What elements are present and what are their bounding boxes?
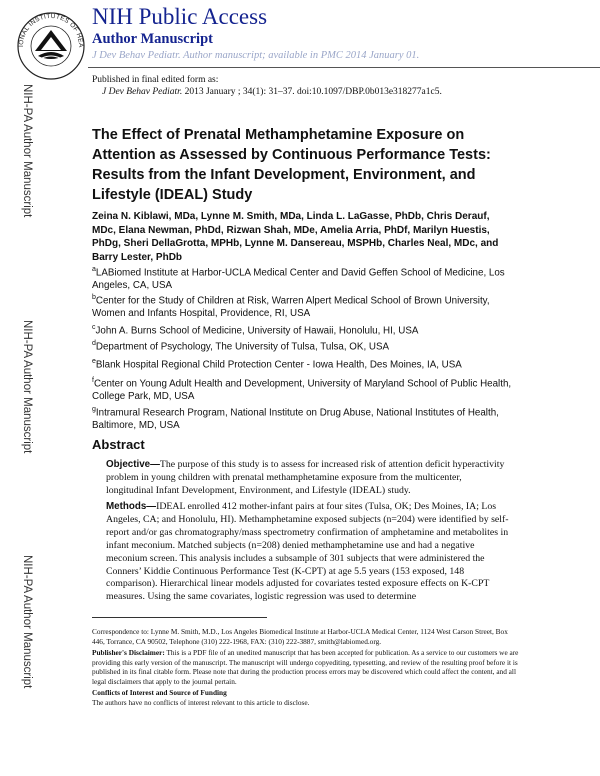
affiliation-text: Center on Young Adult Health and Development, University of Maryland School of Public Health, College Park, MD, USA — [92, 378, 512, 403]
affiliation-mark: f — [92, 377, 94, 384]
affiliation-text: Blank Hospital Regional Child Protection Center - Iowa Health, Des Moines, IA, USA — [95, 359, 462, 371]
abstract-heading: Abstract — [92, 437, 145, 452]
side-label-bottom: NIH-PA Author Manuscript — [21, 555, 33, 689]
affiliation-f — [92, 374, 517, 403]
affiliation-text: Intramural Research Program, National Institute on Drug Abuse, National Institutes of Health, Baltimore, MD, USA — [92, 407, 499, 432]
affiliation-g — [92, 403, 517, 432]
side-label-top: NIH-PA Author Manuscript — [21, 84, 33, 218]
nih-seal-arc-text: IONAL INSTITUTES OF HEA — [17, 12, 85, 48]
footnote-divider — [92, 617, 267, 618]
affiliation-mark: e — [92, 358, 96, 365]
nih-public-access-title: NIH Public Access — [92, 4, 268, 29]
citation-journal: J Dev Behav Pediatr. — [102, 87, 183, 97]
methods-label: Methods— — [106, 501, 157, 512]
citation-details: 2013 January ; 34(1): 31–37. doi:10.1097/DBP.0b013e318277a1c5. — [182, 87, 442, 97]
header-divider — [88, 67, 600, 68]
side-label-middle: NIH-PA Author Manuscript — [21, 320, 33, 454]
affiliation-b — [92, 291, 517, 320]
affiliation-c — [92, 321, 517, 337]
affiliation-mark: g — [92, 406, 96, 413]
methods-text: IDEAL enrolled 412 mother-infant pairs at four sites (Tulsa, OK; Des Moines, IA; Los Angeles, CA; and Honolulu, HI). Methamphetamine exposed subjects (n=204) were identified by self-report and/or gas chromatography/mass spectrometry confirmation of amphetamine and metabolites in infant meconium. Matched subjects (n=208) denied methamphetamine use and had a negative meconium screen. This analysis includes a subsample of 301 subjects that were administered the Conners’ Kiddie Continuous Performance Test (K-CPT) at age 5.5 years (153 exposed, 148 comparison). Hierarchical linear models adjusted for covariates tested exposure effects on K-CPT measures. Using the same covariates, logistic regression was used to determine — [106, 501, 509, 603]
affiliation-text: Center for the Study of Children at Risk, Warren Alpert Medical School of Brown University, Women and Infants Hospital, Providence, RI, USA — [92, 295, 490, 320]
affiliation-d — [92, 337, 517, 353]
author-manuscript-label: Author Manuscript — [92, 31, 213, 47]
affiliation-mark: b — [92, 294, 96, 301]
author-list: Zeina N. Kiblawi, MDa, Lynne M. Smith, MDa, Linda L. LaGasse, PhDb, Chris Derauf, MDc, Elana Newman, PhDd, Rizwan Shah, MDe, Amelia Arria, PhDf, Marilyn Huestis, PhDg, Sheri DellaGrotta, MPHb, Lynne M. Dansereau, MSPHb, Charles Neal, MDc, and Barry Lester, PhDb — [92, 211, 499, 263]
affiliation-text: Department of Psychology, The University of Tulsa, Tulsa, OK, USA — [95, 341, 390, 353]
affiliation-mark: d — [92, 340, 96, 347]
abstract-objective — [106, 459, 511, 498]
publisher-disclaimer — [92, 648, 522, 686]
published-in-label: Published in final edited form as: — [92, 75, 219, 85]
coi-heading: Conflicts of Interest and Source of Funding — [92, 688, 227, 697]
citation-line — [102, 87, 442, 97]
nih-logo — [14, 6, 88, 80]
disclaimer-text: This is a PDF file of an unedited manuscript that has been accepted for publication. As a service to our customers we are providing this early version of the manuscript. The manuscript will undergo copyediting, typesetting, and review of the resulting proof before it is published in its final citable form. Please note that during the production process errors may be discovered which could affect the content, and all legal disclaimers that apply to the journal pertain. — [92, 648, 519, 686]
abstract-methods — [106, 501, 511, 604]
coi-text: The authors have no conflicts of interest relevant to this article to disclose. — [92, 698, 310, 707]
correspondence-note: Correspondence to: Lynne M. Smith, M.D., Los Angeles Biomedical Institute at Harbor-UCLA Medical Center, 1124 West Carson Street, Box 446, Torrance, CA 90502, Telephone (310) 222-1968, FAX: (310) 222-3887, smith@labiomed.org. — [92, 627, 508, 646]
journal-availability-line: J Dev Behav Pediatr. Author manuscript; available in PMC 2014 January 01. — [92, 50, 420, 61]
objective-text: The purpose of this study is to assess for increased risk of attention deficit hyperactivity problem in young children with prenatal methamphetamine exposure from the multicenter, longitudinal Infant Development, Environment, and Lifestyle (IDEAL) study. — [106, 459, 505, 496]
affiliation-text: John A. Burns School of Medicine, University of Hawaii, Honolulu, HI, USA — [95, 325, 419, 337]
affiliation-mark: a — [92, 266, 96, 273]
article-title: The Effect of Prenatal Methamphetamine Exposure on Attention as Assessed by Continuous Performance Tests: Results from the Infant Development, Environment, and Lifestyle (IDEAL) Study — [92, 127, 491, 203]
affiliation-a — [92, 263, 517, 292]
affiliation-mark: c — [92, 324, 96, 331]
affiliation-e — [92, 355, 517, 371]
disclaimer-label: Publisher's Disclaimer: — [92, 648, 165, 657]
objective-label: Objective— — [106, 459, 160, 470]
affiliation-text: LABiomed Institute at Harbor-UCLA Medical Center and David Geffen School of Medicine, Los Angeles, CA, USA — [92, 267, 505, 292]
nih-seal-icon — [14, 6, 88, 80]
